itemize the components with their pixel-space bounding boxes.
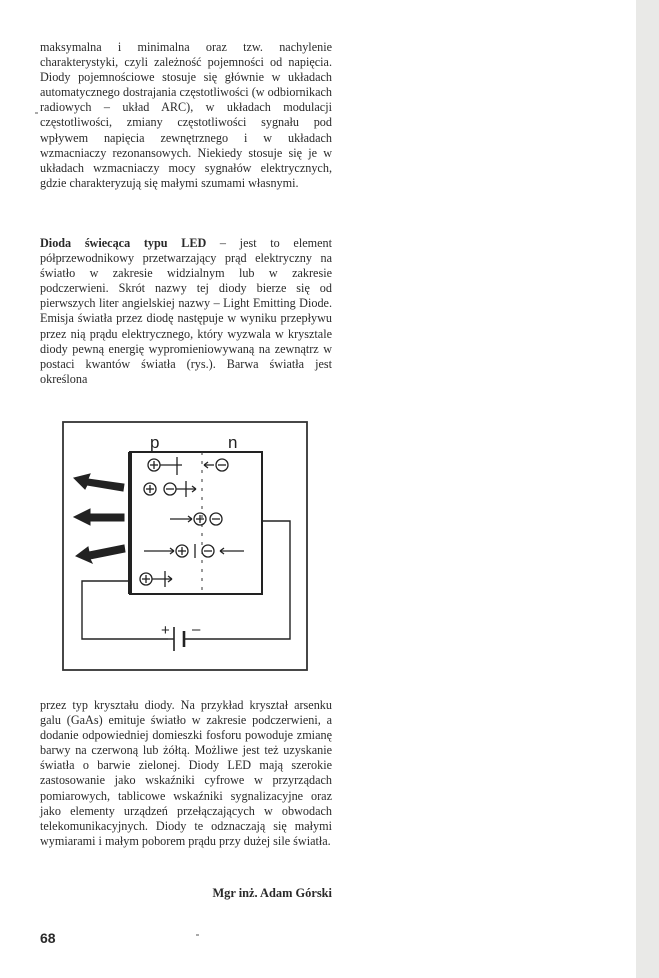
label-p: p <box>150 433 160 452</box>
light-arrow-3 <box>76 545 125 563</box>
paragraph-2-body: – jest to element półprzewodnikowy przetwarzający prąd elektryczny na światło w zakresie widzialnym lub w zakresie podczerwieni. Skrót nazwy tej diody bierze się od pierwszych liter angielskiej nazwy – Light Emitting Diode. Emisja światła przez diodę następuje w wyniku przepływu przez nią prądu elektrycznego, który wyzwala w krysztale diody pewną energię wypromieniowywaną na zewnątrz w postaci kwantów światła (rys.). Barwa światła jest określona <box>40 236 332 386</box>
battery-plus-label: + <box>161 622 170 639</box>
author-signature: Mgr inż. Adam Górski <box>212 886 332 900</box>
scan-speck <box>35 112 38 114</box>
scan-speck <box>196 934 199 936</box>
led-diagram <box>62 421 308 671</box>
page-number: 68 <box>40 930 56 946</box>
external-circuit <box>82 521 290 651</box>
led-term: Dioda świecąca typu LED <box>40 236 207 250</box>
charge-carriers <box>140 457 244 587</box>
light-arrow-2 <box>74 509 124 525</box>
paragraph-2 <box>40 236 332 387</box>
paragraph-3: przez typ kryształu diody. Na przykład kryształ arsenku galu (GaAs) emituje światło w zakresie podczerwieni, a dodanie odpowiedniej domieszki fosforu powoduje zmianę barwy na czerwoną lub żółtą. Możliwe jest też uzyskanie światła o barwie zielonej. Diody LED mają szerokie zastosowanie jako wskaźniki cyfrowe w przyrządach pomiarowych, tablicowe wskaźniki sygnalizacyjne oraz jako elementy urządzeń przełączających w obwodach telekomunikacyjnych. Diody te odznaczają się małymi wymiarami i małym poborem prądu przy dużej sile światła. <box>40 698 332 848</box>
paragraph-1: maksymalna i minimalna oraz tzw. nachylenie charakterystyki, czyli zależność pojemności od napięcia. Diody pojemnościowe stosuje się głównie w układach automatycznego dostrajania częstotliwości (w odbiornikach radiowych – układ ARC), w układach modulacji częstotliwości, zmiany częstotliwości sygnału pod wpływem napięcia zewnętrznego i w układach wzmacniaczy rezonansowych. Niekiedy stosuje się je w układach wzmacniaczy mocy sygnałów elektrycznych, gdzie charakteryzują się małymi szumami własnymi. <box>40 40 332 190</box>
battery-minus-label: – <box>192 621 201 638</box>
label-n: n <box>228 433 238 452</box>
scan-edge-shadow <box>636 0 659 978</box>
light-arrow-1 <box>74 474 124 491</box>
